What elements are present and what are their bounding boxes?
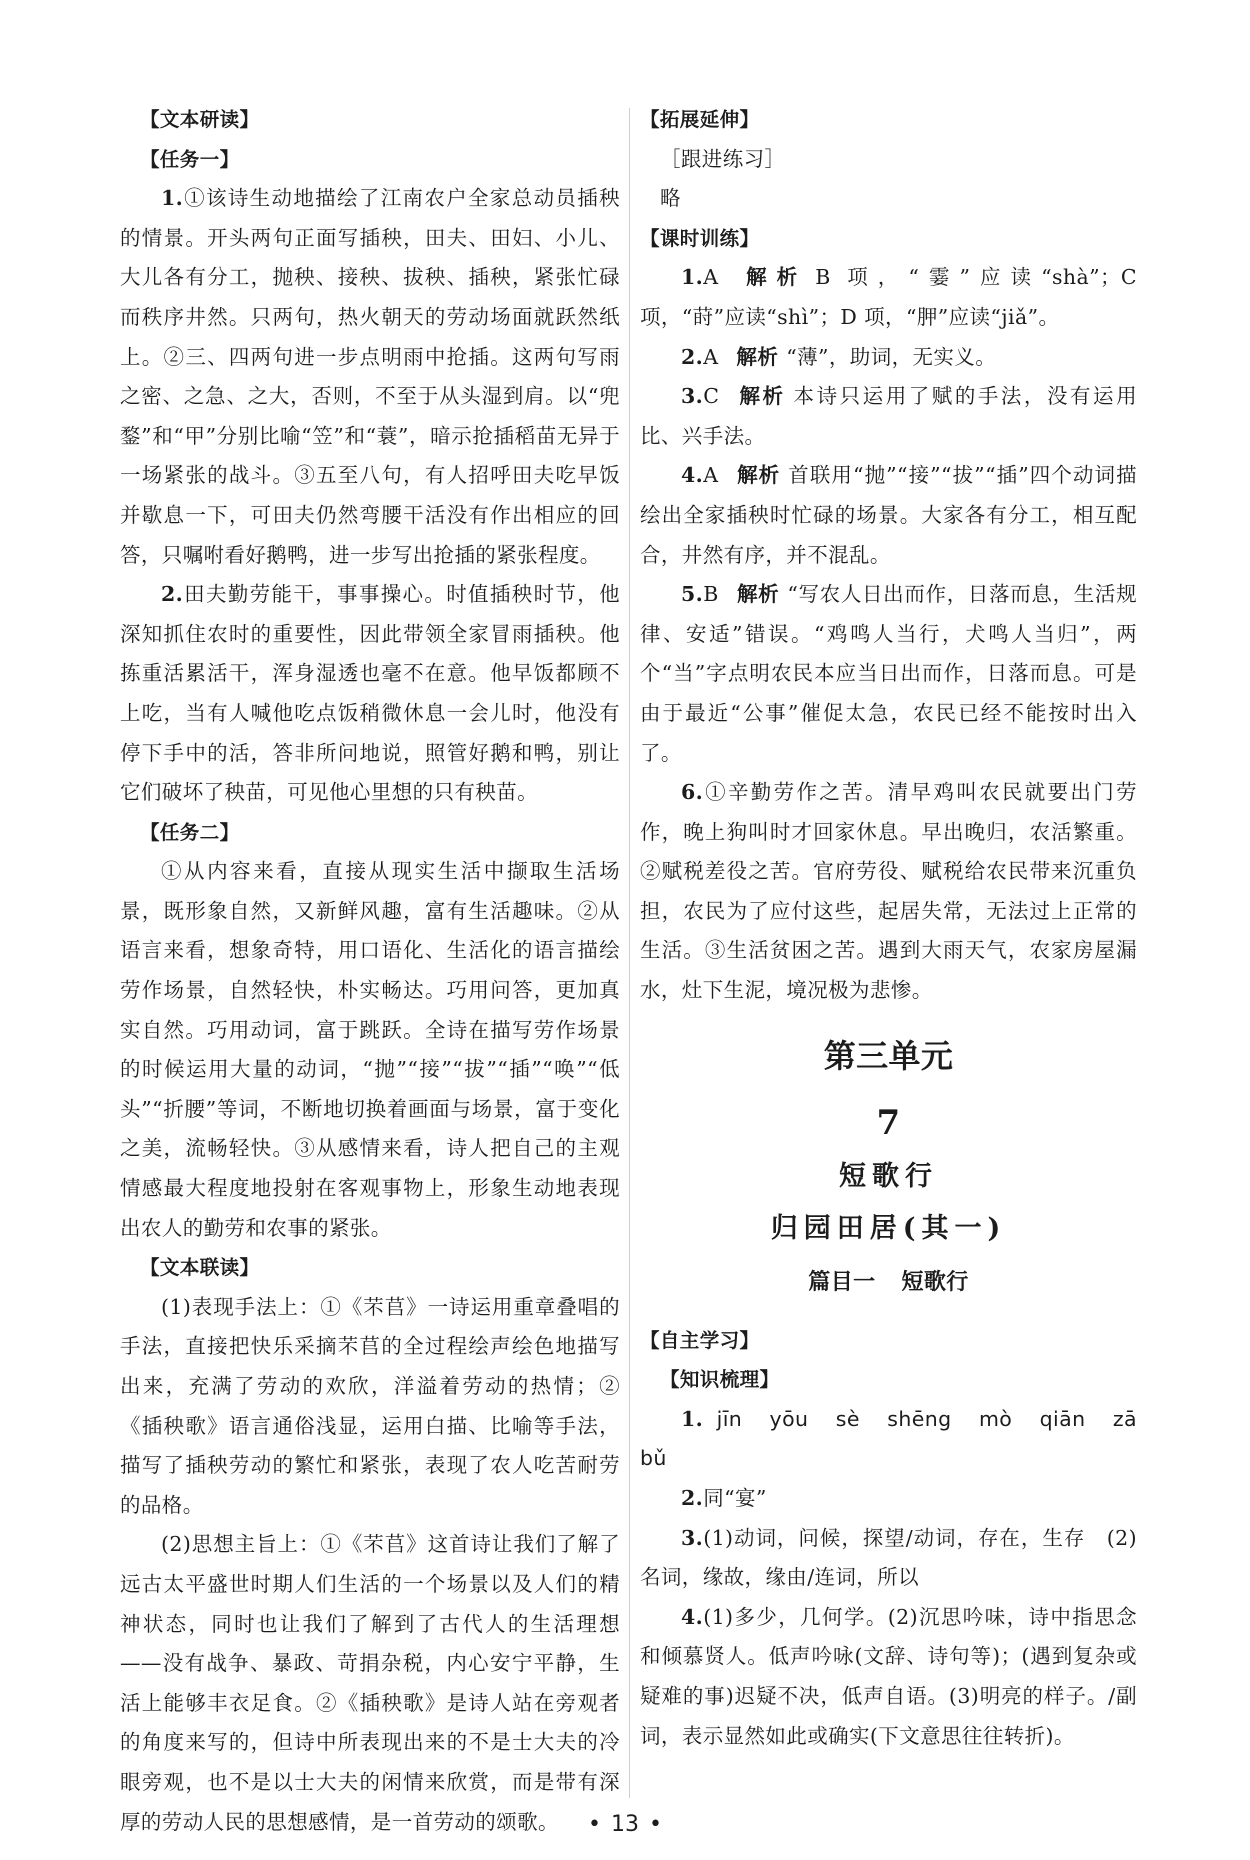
- item-text: 本诗只运用了赋的手法，没有运用比、兴手法。: [640, 384, 1137, 448]
- item-answer: A: [703, 265, 719, 290]
- training-item: [640, 575, 1137, 773]
- piece-name: 短歌行: [901, 1269, 969, 1295]
- training-item: [640, 258, 1137, 337]
- knowledge-item-3: [640, 1519, 1137, 1598]
- item-answer: A: [703, 344, 719, 369]
- lesson-title-2: 归园田居(其一): [770, 1212, 1007, 1244]
- training-item: [640, 456, 1137, 575]
- item-text: 田夫勤劳能干，事事操心。时值插秧时节，他深知抓住农时的重要性，因此带领全家冒雨插秧。他拣重活累活干，浑身湿透也毫不在意。他早饭都顾不上吃，当有人喊他吃点饭稍微休息一会儿时，他没有停下手中的活，答非所问地说，照管好鹅和鸭，别让它们破坏了秧苗，可见他心里想的只有秧苗。: [120, 582, 620, 805]
- piece-label: 篇目一: [808, 1269, 876, 1295]
- item-number: 2.: [161, 582, 184, 607]
- analysis-label: 解析: [736, 344, 779, 369]
- item-number: 1.: [161, 186, 184, 211]
- item-number: 3.: [681, 1525, 704, 1550]
- analysis-label: 解析: [736, 265, 808, 290]
- training-item: [640, 377, 1137, 456]
- page-number: 13: [611, 1812, 639, 1837]
- item-text: (1)多少，几何学。(2)沉思吟味，诗中指思念和倾慕贤人。低声吟咏(文辞、诗句等)；(遇到复杂或疑难的事)迟疑不决，低声自语。(3)明亮的样子。/副词，表示显然如此或确实(下文意思往往转折)。: [640, 1604, 1137, 1748]
- page-footer: [0, 1812, 1250, 1837]
- item-number: 4.: [681, 1604, 704, 1629]
- unit-title: 第三单元: [823, 1036, 954, 1075]
- heading-class-training: 【课时训练】: [640, 226, 760, 250]
- link-answer-1: (1)表现手法上：①《芣苢》一诗运用重章叠唱的手法，直接把快乐采摘芣苢的全过程绘声绘色地描写出来，充满了劳动的欢欣，洋溢着劳动的热情；②《插秧歌》语言通俗浅显，运用白描、比喻等手法，描写了插秧劳动的繁忙和紧张，表现了农人吃苦耐劳的品格。: [120, 1294, 620, 1517]
- footer-dot: •: [588, 1812, 601, 1837]
- item-number: 6.: [681, 780, 704, 805]
- item-number: 3.: [681, 384, 704, 409]
- item-number: 2.: [681, 344, 704, 369]
- item-text: ①辛勤劳作之苦。清早鸡叫农民就要出门劳作，晚上狗叫时才回家休息。早出晚归，农活繁重。②赋税差役之苦。官府劳役、赋税给农民带来沉重负担，农民为了应付这些，起居失常，无法过上正常的生活。③生活贫困之苦。遇到大雨天气，农家房屋漏水，灶下生泥，境况极为悲惨。: [640, 780, 1137, 1003]
- analysis-label: 解析: [737, 384, 786, 409]
- pinyin-text: jīn yōu sè shēng mò qiān zā bǔ: [640, 1406, 1137, 1471]
- heading-text-study: 【文本研读】: [140, 108, 260, 131]
- item-text: (1)动词，问候，探望/动词，存在，生存 (2)名词，缘故，缘由/连词，所以: [640, 1525, 1137, 1590]
- knowledge-item-4: [640, 1598, 1137, 1756]
- task1-answer-2: [120, 575, 620, 813]
- piece-title: [640, 1255, 1137, 1311]
- right-column: [640, 100, 1137, 1756]
- heading-knowledge: 【知识梳理】: [660, 1368, 780, 1392]
- knowledge-item-2: [640, 1479, 1137, 1519]
- omitted-text: 略: [660, 186, 681, 211]
- item-number: 4.: [681, 463, 704, 488]
- follow-up-label: ［跟进练习］: [660, 146, 786, 171]
- heading-extend: 【拓展延伸】: [640, 108, 760, 131]
- link-answer-2: (2)思想主旨上：①《芣苢》这首诗让我们了解了远古太平盛世时期人们生活的一个场景以及人们的精神状态，同时也让我们了解到了古代人的生活理想——没有战争、暴政、苛捐杂税，内心安宁平静，生活上能够丰衣足食。②《插秧歌》是诗人站在旁观者的角度来写的，但诗中所表现出来的不是士大夫的冷眼旁观，也不是以士大夫的闲情来欣赏，而是带有深厚的劳动人民的思想感情，是一首劳动的颂歌。: [120, 1532, 620, 1834]
- item-text: “薄”，助词，无实义。: [786, 344, 997, 369]
- heading-self-study: 【自主学习】: [640, 1328, 760, 1352]
- item-text: B 项，“霎”应读“shà”；C 项，“莳”应读“shì”；D 项，“胛”应读“jiǎ”。: [640, 265, 1137, 329]
- item-number: 5.: [681, 582, 704, 607]
- item-text: 同“宴”: [703, 1486, 767, 1511]
- left-column: [120, 100, 620, 1842]
- training-item-6: [640, 773, 1137, 1011]
- item-number: 1.: [681, 265, 704, 290]
- item-answer: A: [703, 463, 719, 488]
- task1-answer-1: [120, 179, 620, 575]
- item-text: “写农人日出而作，日落而息，生活规律、安适”错误。“鸡鸣人当行，犬鸣人当归”，两个“当”字点明农民本应当日出而作，日落而息。可是由于最近“公事”催促太急，农民已经不能按时出入了。: [640, 582, 1137, 765]
- analysis-label: 解析: [736, 463, 781, 488]
- lesson-title-1: 短歌行: [839, 1160, 938, 1192]
- training-item: [640, 338, 1137, 378]
- item-answer: C: [703, 384, 720, 409]
- item-text: 首联用“抛”“接”“拔”“插”四个动词描绘出全家插秧时忙碌的场景。大家各有分工，相互配合，井然有序，并不混乱。: [640, 463, 1137, 567]
- knowledge-item-1: [640, 1400, 1137, 1479]
- task2-answer: ①从内容来看，直接从现实生活中撷取生活场景，既形象自然，又新鲜风趣，富有生活趣味。②从语言来看，想象奇特，用口语化、生活化的语言描绘劳作场景，自然轻快，朴实畅达。巧用问答，更加真实自然。巧用动词，富于跳跃。全诗在描写劳作场景的时候运用大量的动词，“抛”“接”“拔”“插”“唤”“低头”“折腰”等词，不断地切换着画面与场景，富于变化之美，流畅轻快。③从感情来看，诗人把自己的主观情感最大程度地投射在客观事物上，形象生动地表现出农人的勤劳和农事的紧张。: [120, 859, 620, 1240]
- item-number: 1.: [681, 1406, 704, 1431]
- footer-dot: •: [649, 1812, 662, 1837]
- heading-task-2: 【任务二】: [140, 820, 240, 844]
- item-number: 2.: [681, 1486, 704, 1511]
- heading-text-link: 【文本联读】: [140, 1256, 260, 1280]
- heading-task-1: 【任务一】: [140, 147, 240, 171]
- item-text: ①该诗生动地描绘了江南农户全家总动员插秧的情景。开头两句正面写插秧，田夫、田妇、小儿、大儿各有分工，抛秧、接秧、拔秧、插秧，紧张忙碌而秩序井然。只两句，热火朝天的劳动场面就跃然纸上。②三、四两句进一步点明雨中抢插。这两句写雨之密、之急、之大，否则，不至于从头湿到肩。以“兜鍪”和“甲”分别比喻“笠”和“蓑”，暗示抢插稻苗无异于一场紧张的战斗。③五至八句，有人招呼田夫吃早饭并歇息一下，可田夫仍然弯腰干活没有作出相应的回答，只嘱咐看好鹅鸭，进一步写出抢插的紧张程度。: [120, 186, 620, 567]
- analysis-label: 解析: [736, 582, 780, 607]
- column-divider: [629, 108, 630, 1798]
- lesson-number: 7: [876, 1102, 901, 1143]
- item-answer: B: [703, 582, 719, 607]
